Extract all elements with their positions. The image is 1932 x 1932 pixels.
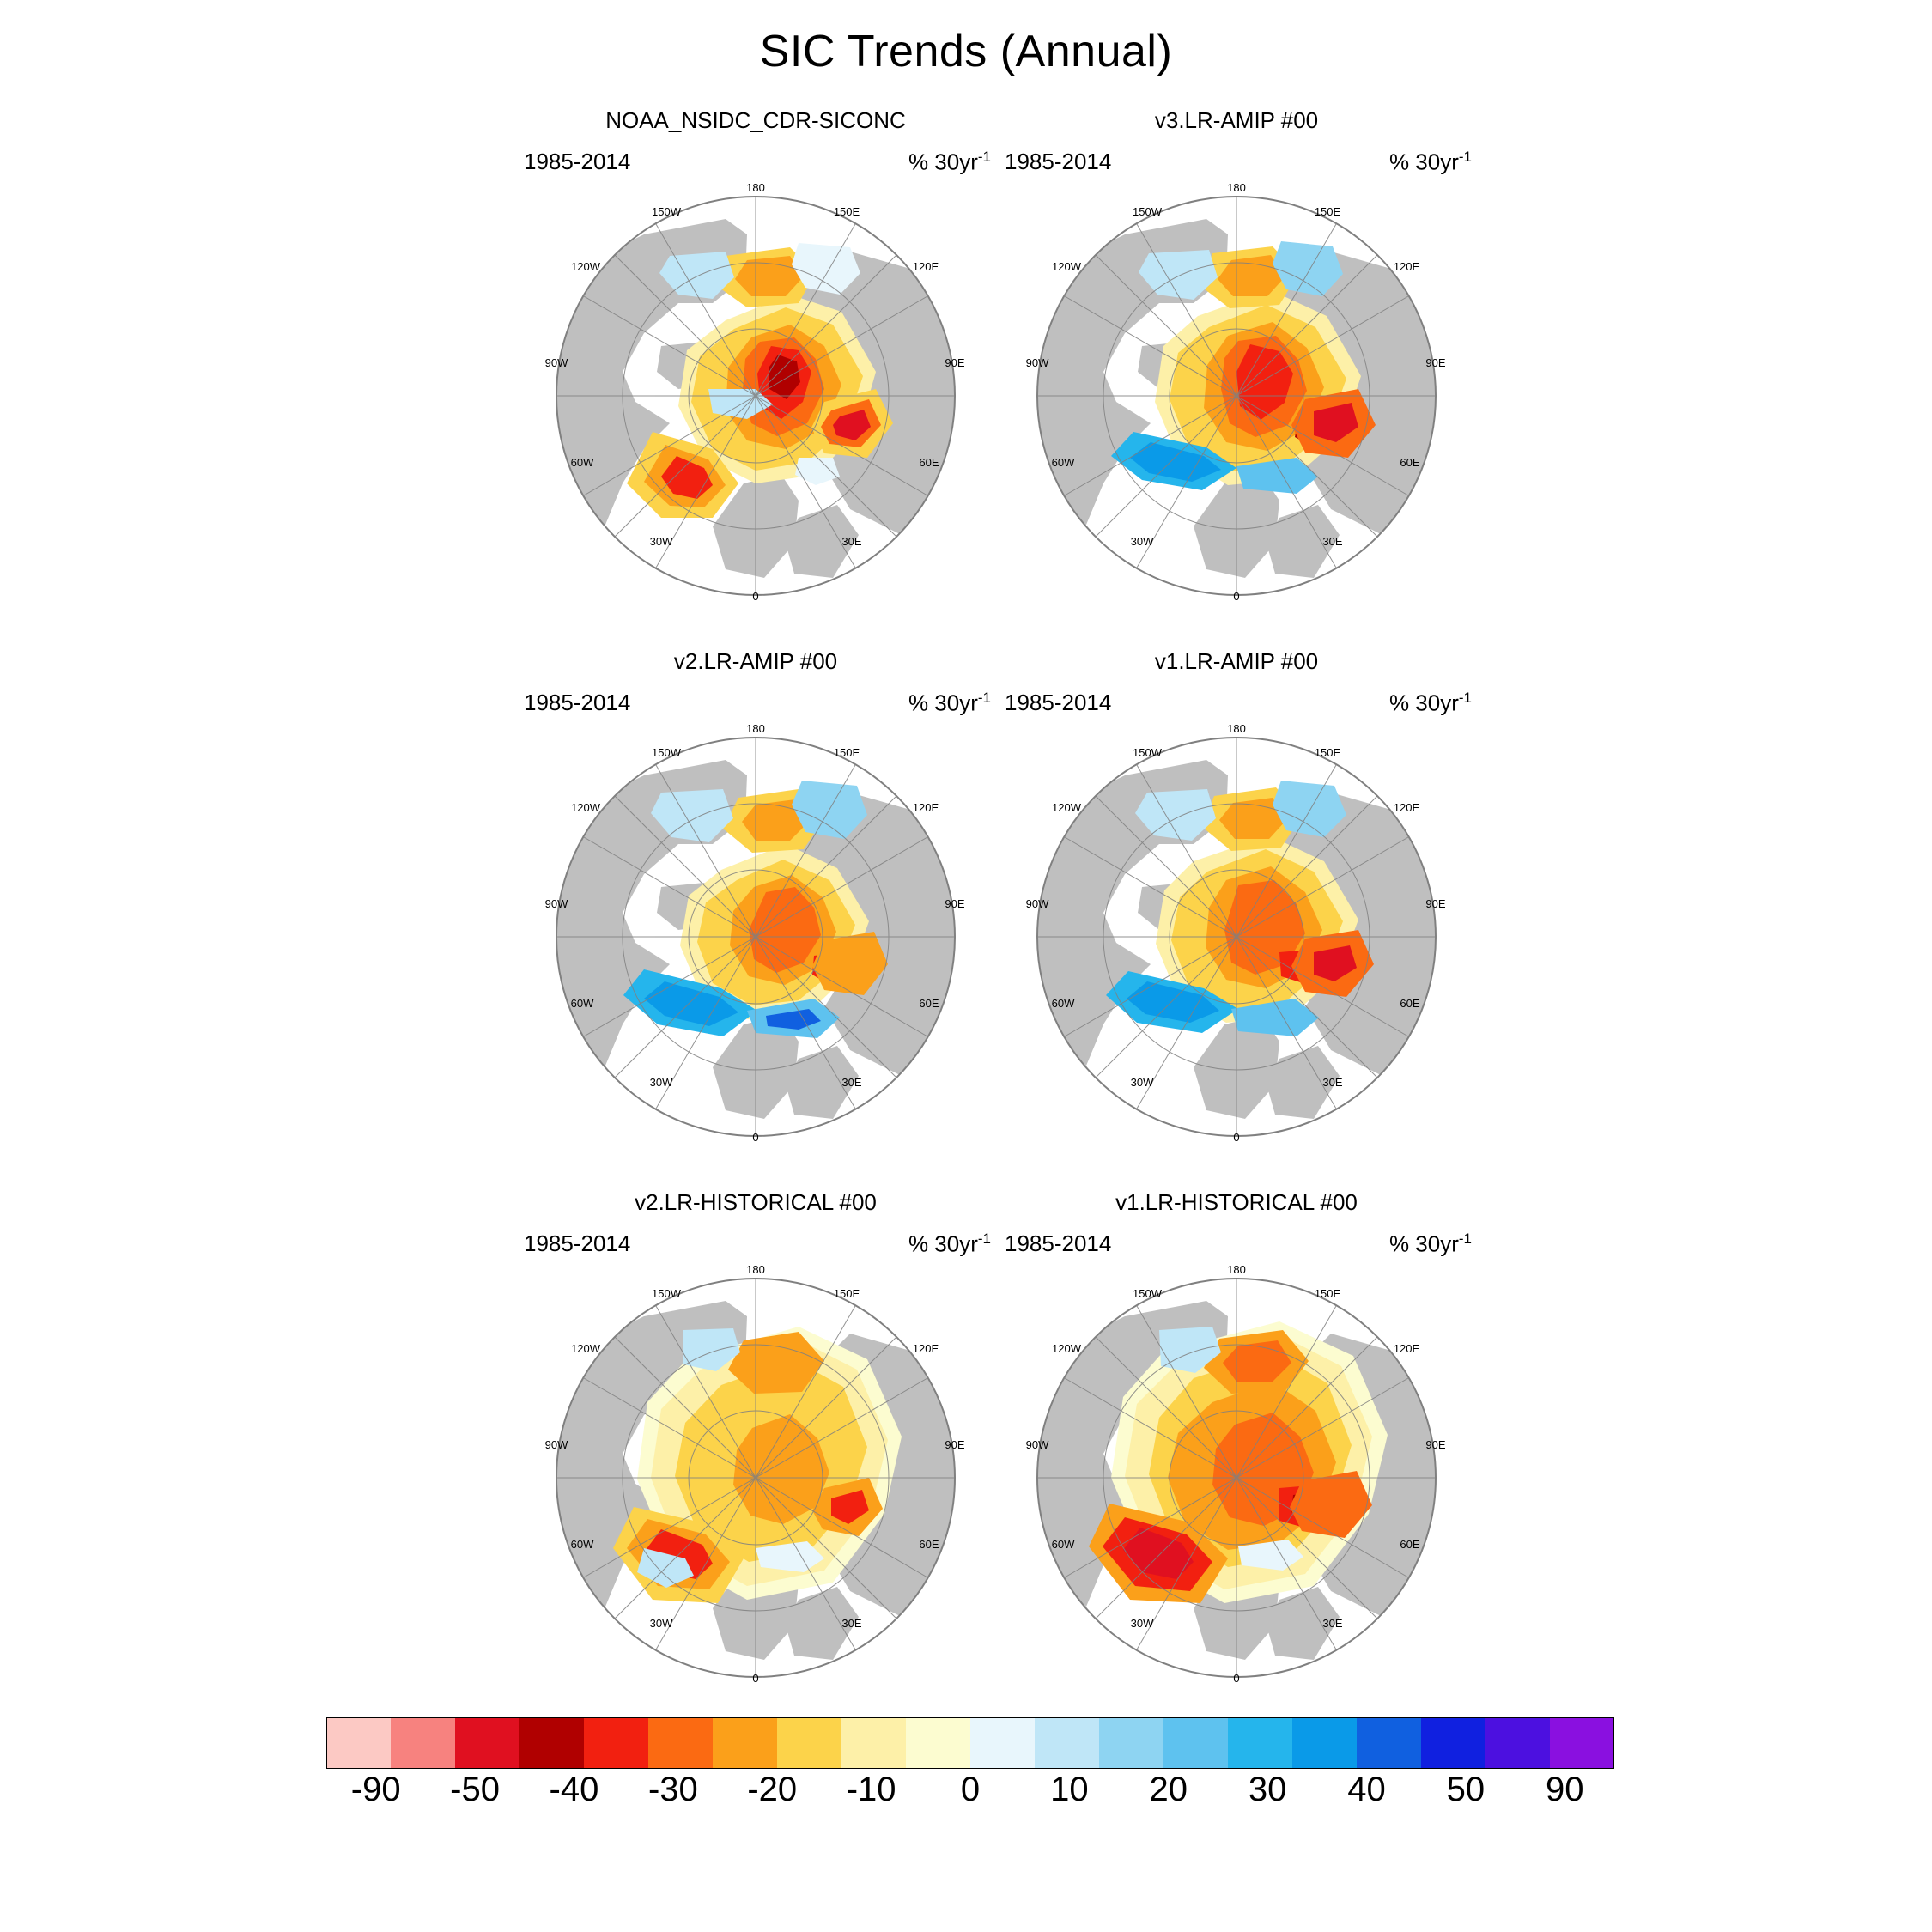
panel-period: 1985-2014 [524,690,631,715]
panel-period: 1985-2014 [1005,149,1112,174]
panel-v1-lr-historical-00 [996,1189,1477,1704]
graticule-label-60W: 60W [1051,1538,1075,1551]
graticule-label-150W: 150W [1133,1287,1162,1300]
graticule [1037,1279,1436,1677]
panel-units-exponent: -1 [1458,1230,1472,1247]
graticule-label-60E: 60E [919,997,939,1010]
graticule-label-30E: 30E [1322,1076,1343,1089]
colorbar-cell-9 [906,1717,970,1769]
graticule-label-90W: 90W [1025,1438,1049,1451]
colorbar-cell-1 [391,1717,455,1769]
graticule-label-180: 180 [746,1263,765,1276]
panel-units-exponent: -1 [977,149,991,165]
panel-title: NOAA_NSIDC_CDR-SICONC [605,107,906,133]
panel-units-text: % 30yr [1388,149,1459,175]
polar-map [1022,174,1451,604]
colorbar-cell-5 [648,1717,713,1769]
colorbar-cell-11 [1035,1717,1099,1769]
colorbar-cell-2 [455,1717,519,1769]
graticule-label-150E: 150E [1314,1287,1341,1300]
panel-v3-lr-amip-00 [996,107,1477,623]
graticule-label-60E: 60E [1400,997,1420,1010]
graticule-label-120E: 120E [912,1342,939,1355]
graticule-label-30W: 30W [649,1076,673,1089]
colorbar-tick-90: 90 [1546,1771,1584,1808]
graticule-label-30E: 30E [1322,1617,1343,1630]
polar-map-svg [1022,1256,1451,1686]
graticule-label-30W: 30W [1130,1617,1154,1630]
graticule-label-150W: 150W [652,205,681,218]
graticule-label-90E: 90E [945,356,965,369]
graticule-label-90W: 90W [544,897,568,910]
polar-map-svg [541,715,970,1145]
colorbar-tick-labels [326,1771,1614,1814]
graticule-label-90W: 90W [544,1438,568,1451]
panel-title: v2.LR-HISTORICAL #00 [635,1189,877,1215]
colorbar-cell-7 [777,1717,841,1769]
panel-units [1389,149,1472,176]
graticule-label-60W: 60W [570,1538,594,1551]
panel-units [1389,690,1472,717]
graticule-label-120E: 120E [912,260,939,273]
colorbar-cell-4 [584,1717,648,1769]
polar-map-svg [541,174,970,604]
panel-units-exponent: -1 [977,1230,991,1247]
colorbar-tick--20: -20 [747,1771,798,1808]
graticule-label-120W: 120W [1052,801,1081,814]
panel-units [908,1230,991,1258]
colorbar-tick--40: -40 [549,1771,599,1808]
polar-map [1022,1256,1451,1686]
graticule-label-180: 180 [746,722,765,735]
panel-noaa-nsidc-cdr-siconc [515,107,996,623]
graticule-label-150E: 150E [833,205,860,218]
graticule-label-150W: 150W [652,746,681,759]
colorbar-cell-8 [841,1717,906,1769]
page-title: SIC Trends (Annual) [759,27,1173,76]
map-content [556,1279,955,1677]
colorbar-tick-0: 0 [960,1771,981,1808]
colorbar [326,1717,1614,1769]
map-content [1037,1279,1436,1677]
colorbar-cell-19 [1550,1717,1614,1769]
colorbar-tick-10: 10 [1050,1771,1089,1808]
graticule-label-30W: 30W [1130,535,1154,548]
map-content [1037,738,1436,1136]
panel-title: v1.LR-AMIP #00 [1154,648,1319,674]
panel-period: 1985-2014 [524,149,631,174]
graticule-label-120W: 120W [1052,260,1081,273]
graticule-label-90W: 90W [544,356,568,369]
graticule-label-60W: 60W [1051,456,1075,469]
panel-units-exponent: -1 [977,690,991,706]
panel-period: 1985-2014 [524,1230,631,1256]
graticule-label-90W: 90W [1025,356,1049,369]
graticule-label-150W: 150W [1133,205,1162,218]
colorbar-tick--30: -30 [647,1771,698,1808]
colorbar-cell-3 [519,1717,584,1769]
graticule-label-60E: 60E [1400,456,1420,469]
panel-v2-lr-historical-00 [515,1189,996,1704]
graticule [556,738,955,1136]
graticule-label-180: 180 [1227,181,1246,194]
polar-map [1022,715,1451,1145]
graticule-label-60E: 60E [919,1538,939,1551]
colorbar-tick--50: -50 [450,1771,500,1808]
polar-map-svg [541,1256,970,1686]
colorbar-cell-17 [1421,1717,1485,1769]
colorbar-cell-12 [1099,1717,1163,1769]
graticule-label-0: 0 [1233,1672,1240,1685]
polar-map [541,715,970,1145]
graticule-label-60E: 60E [1400,1538,1420,1551]
colorbar-tick-20: 20 [1149,1771,1188,1808]
panel-units-exponent: -1 [1458,690,1472,706]
polar-map [541,174,970,604]
panel-period: 1985-2014 [1005,690,1112,715]
map-content [1037,197,1436,595]
panel-units-text: % 30yr [1388,690,1459,716]
graticule-label-150E: 150E [1314,746,1341,759]
graticule-label-90E: 90E [945,1438,965,1451]
graticule-label-90E: 90E [1425,897,1446,910]
map-content [556,738,955,1136]
graticule-label-0: 0 [752,590,759,603]
graticule [556,197,955,595]
graticule-label-30E: 30E [841,535,862,548]
colorbar-cell-16 [1357,1717,1421,1769]
graticule [556,1279,955,1677]
colorbar-cell-13 [1163,1717,1228,1769]
graticule-label-90E: 90E [1425,1438,1446,1451]
graticule-label-90W: 90W [1025,897,1049,910]
graticule-label-120E: 120E [1393,260,1420,273]
polar-map-svg [1022,174,1451,604]
graticule-label-0: 0 [1233,1131,1240,1144]
graticule-label-150E: 150E [833,1287,860,1300]
panel-period: 1985-2014 [1005,1230,1112,1256]
graticule [1037,197,1436,595]
graticule-label-150E: 150E [833,746,860,759]
graticule-label-120E: 120E [1393,1342,1420,1355]
colorbar-cell-6 [713,1717,777,1769]
panel-units-exponent: -1 [1458,149,1472,165]
panel-v1-lr-amip-00 [996,648,1477,1163]
colorbar-cell-10 [970,1717,1035,1769]
graticule-label-120W: 120W [571,260,600,273]
panel-units-text: % 30yr [1388,1230,1459,1257]
graticule-label-120E: 120E [1393,801,1420,814]
graticule-label-150W: 150W [1133,746,1162,759]
colorbar-tick-50: 50 [1446,1771,1485,1808]
panel-v2-lr-amip-00 [515,648,996,1163]
graticule-label-180: 180 [1227,1263,1246,1276]
graticule-label-120W: 120W [1052,1342,1081,1355]
graticule-label-120E: 120E [912,801,939,814]
panel-units [1389,1230,1472,1258]
colorbar-tick--10: -10 [846,1771,896,1808]
graticule-label-30E: 30E [841,1617,862,1630]
map-content [556,197,955,595]
graticule-label-60W: 60W [570,456,594,469]
panel-units [908,690,991,717]
graticule-label-90E: 90E [945,897,965,910]
panel-units-text: % 30yr [908,149,978,175]
graticule-label-0: 0 [752,1131,759,1144]
colorbar-cell-15 [1292,1717,1357,1769]
graticule-label-30W: 30W [649,1617,673,1630]
graticule-label-30E: 30E [1322,535,1343,548]
panel-title: v3.LR-AMIP #00 [1154,107,1319,133]
colorbar-tick-30: 30 [1248,1771,1287,1808]
panel-units-text: % 30yr [908,1230,978,1257]
colorbar-tick--90: -90 [350,1771,401,1808]
graticule-label-60W: 60W [1051,997,1075,1010]
polar-map-svg [1022,715,1451,1145]
polar-map [541,1256,970,1686]
panel-units [908,149,991,176]
graticule-label-30W: 30W [1130,1076,1154,1089]
graticule-label-30W: 30W [649,535,673,548]
colorbar-tick-40: 40 [1347,1771,1386,1808]
panel-title: v1.LR-HISTORICAL #00 [1115,1189,1358,1215]
graticule-label-180: 180 [746,181,765,194]
graticule-label-120W: 120W [571,801,600,814]
panel-title: v2.LR-AMIP #00 [673,648,838,674]
colorbar-cell-18 [1485,1717,1550,1769]
panel-units-text: % 30yr [908,690,978,716]
graticule-label-90E: 90E [1425,356,1446,369]
graticule-label-0: 0 [752,1672,759,1685]
graticule-label-60E: 60E [919,456,939,469]
graticule-label-0: 0 [1233,590,1240,603]
graticule [1037,738,1436,1136]
graticule-label-120W: 120W [571,1342,600,1355]
colorbar-cell-14 [1228,1717,1292,1769]
graticule-label-150W: 150W [652,1287,681,1300]
colorbar-cell-0 [326,1717,391,1769]
graticule-label-60W: 60W [570,997,594,1010]
graticule-label-30E: 30E [841,1076,862,1089]
graticule-label-180: 180 [1227,722,1246,735]
graticule-label-150E: 150E [1314,205,1341,218]
